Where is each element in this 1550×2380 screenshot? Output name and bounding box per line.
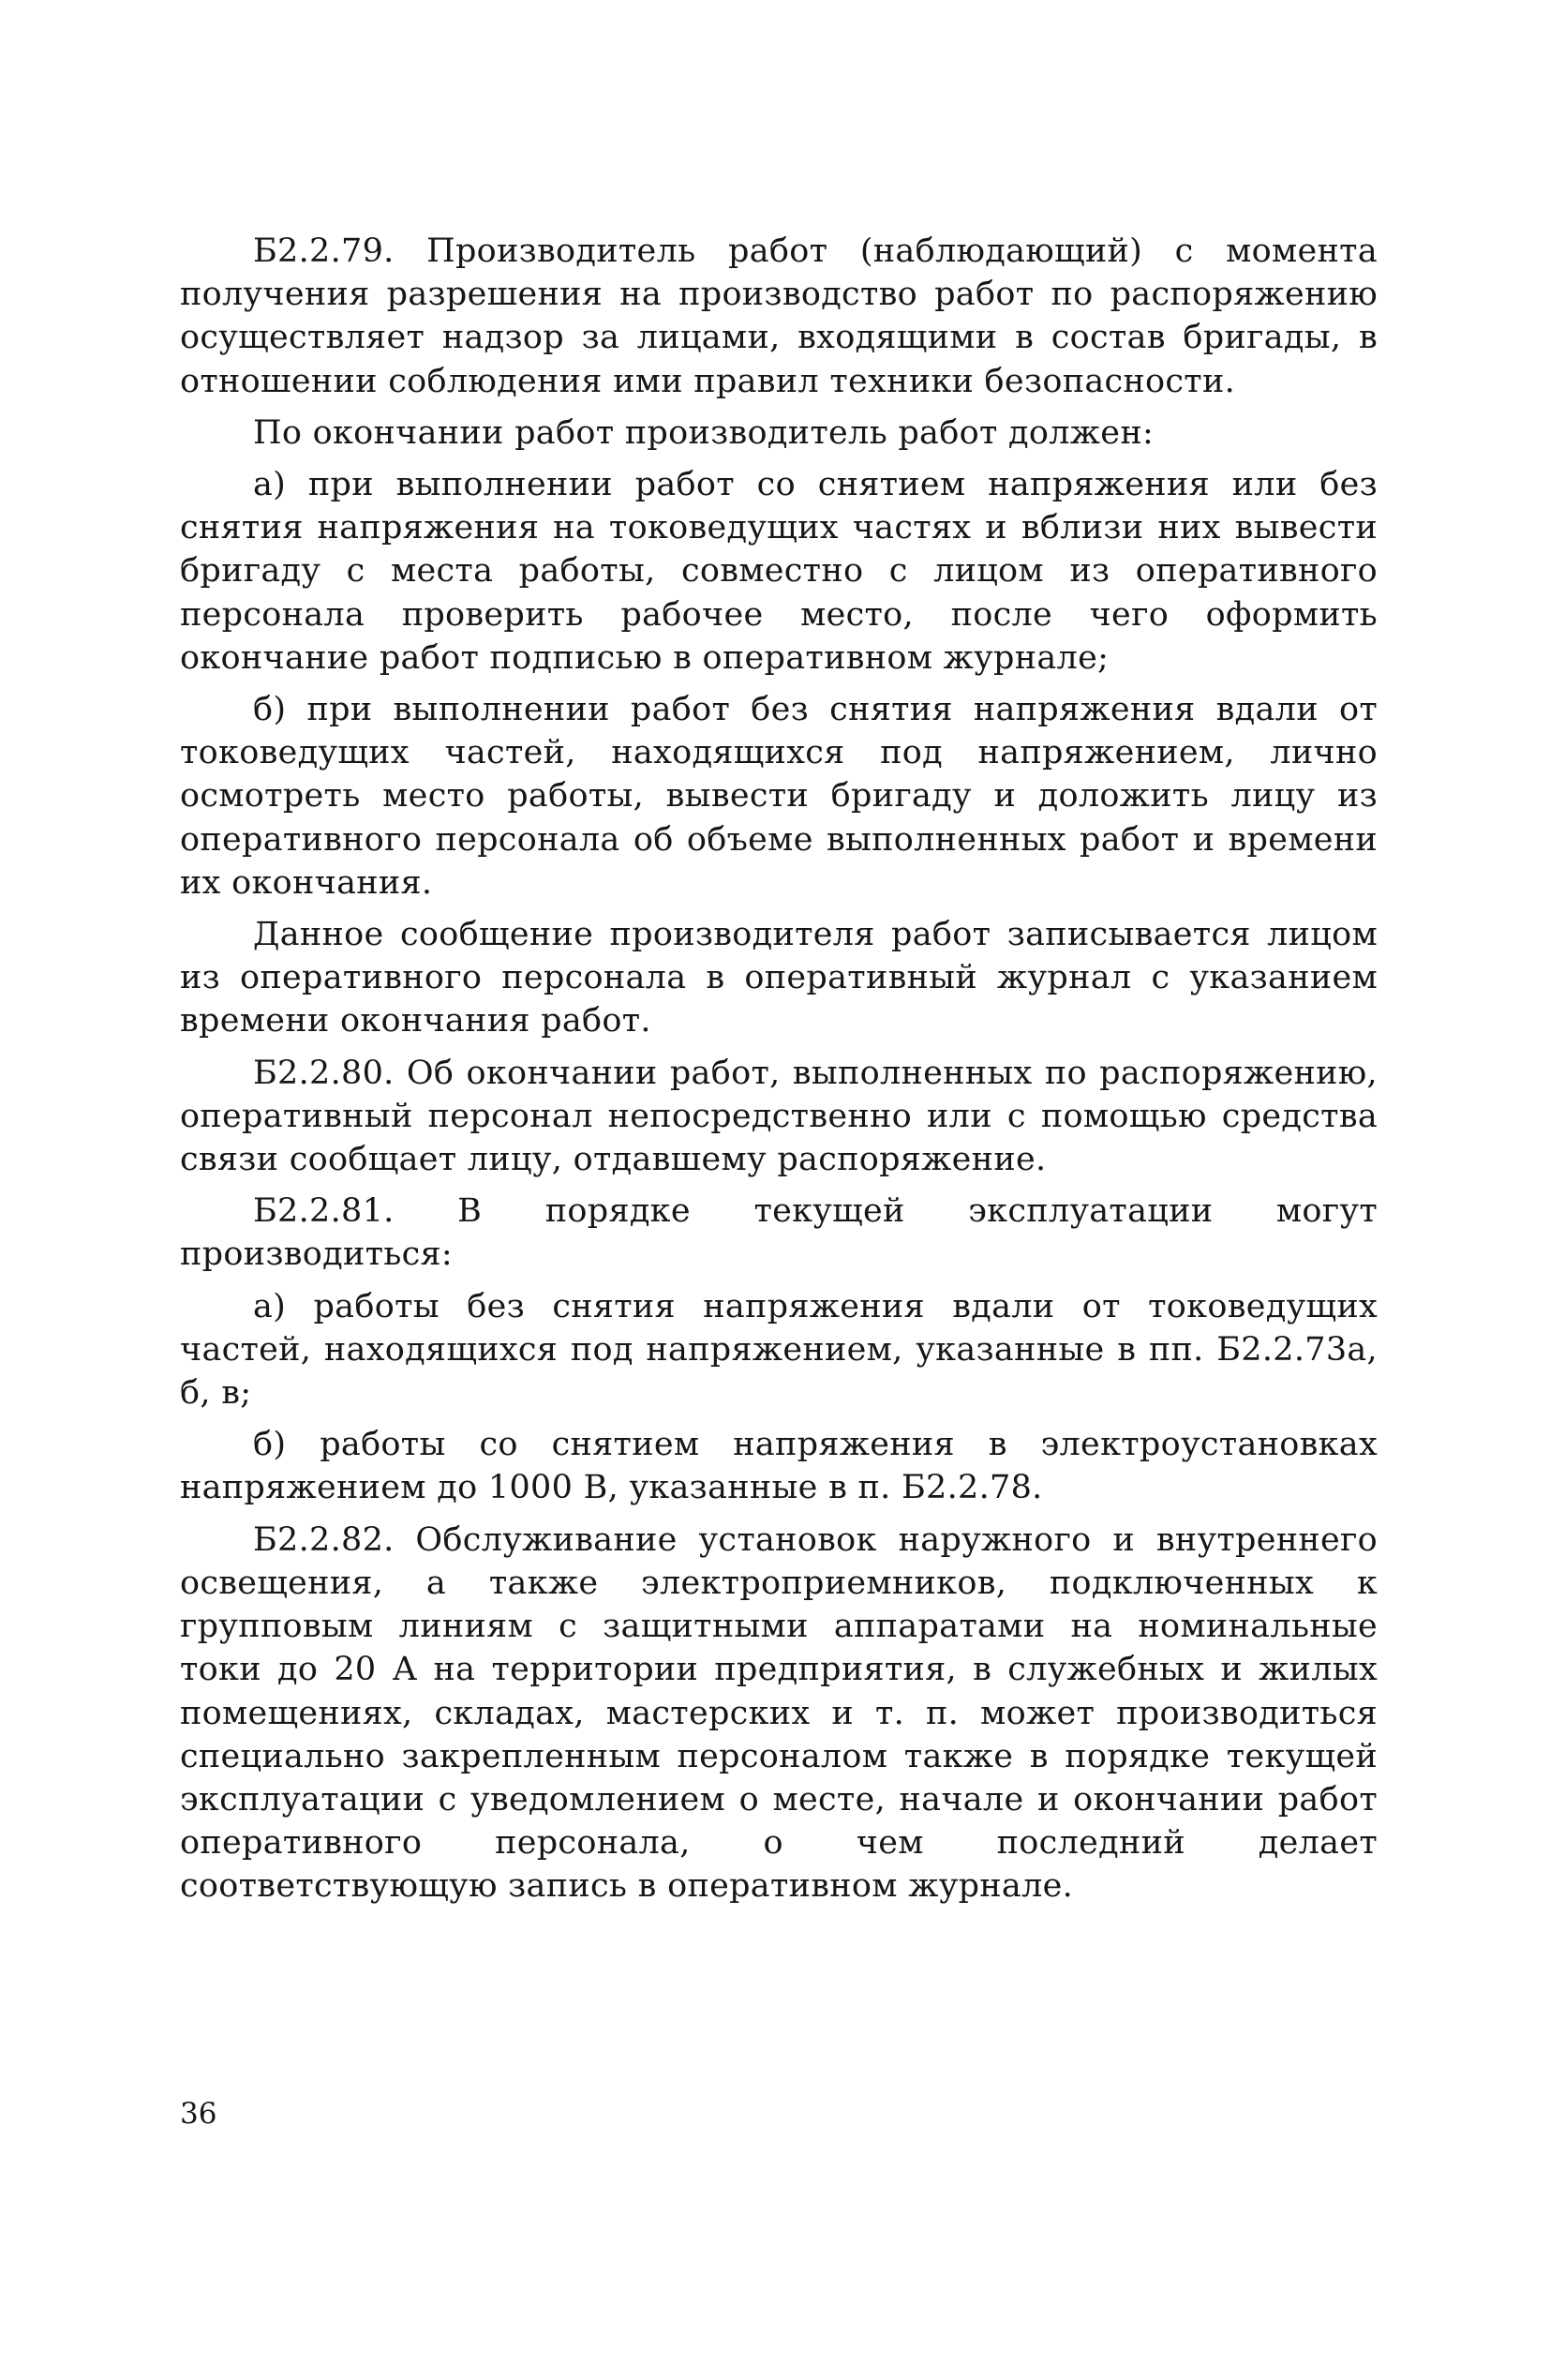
paragraph-b2-2-82: Б2.2.82. Обслуживание установок наружного и внутреннего освещения, а также электроприемников, подключенных к групповым линиям с защитными аппаратами на номинальные токи до 20 А на территории предприятия, в служебных и жилых помещениях, складах, мастерских и т. п. может производиться специально закрепленным персоналом также в порядке текущей эксплуатации с уведомлением о месте, начале и окончании работ оперативного персонала, о чем последний делает соответствующую запись в оперативном журнале. (180, 1520, 1378, 1906)
paragraph-item-a: а) при выполнении работ со снятием напряжения или без снятия напряжения на токоведущих частях и вблизи них вывести бригаду с места работы, совместно с лицом из оперативного персонала проверить рабочее место, после чего оформить окончание работ подписью в оперативном журнале; (180, 466, 1378, 677)
paragraph-message-record: Данное сообщение производителя работ записывается лицом из оперативного персонала в оперативный журнал с указанием времени окончания работ. (180, 916, 1378, 1040)
paragraph-b2-2-81: Б2.2.81. В порядке текущей эксплуатации могут производиться: (180, 1192, 1378, 1274)
document-body (180, 230, 1378, 1917)
paragraph-b2-2-81-b: б) работы со снятием напряжения в электроустановках напряжением до 1000 В, указанные в п. Б2.2.78. (180, 1426, 1378, 1507)
paragraph-item-b: б) при выполнении работ без снятия напряжения вдали от токоведущих частей, находящихся под напряжением, лично осмотреть место работы, вывести бригаду и доложить лицу из оперативного персонала об объеме выполненных работ и времени их окончания. (180, 691, 1378, 902)
paragraph-b2-2-80: Б2.2.80. Об окончании работ, выполненных по распоряжению, оперативный персонал непосредственно или с помощью средства связи сообщает лицу, отдавшему распоряжение. (180, 1054, 1378, 1179)
page-number: 36 (180, 2097, 217, 2131)
paragraph-completion-duties: По окончании работ производитель работ должен: (253, 413, 1155, 452)
paragraph-b2-2-79: Б2.2.79. Производитель работ (наблюдающий) с момента получения разрешения на производство работ по распоряжению осуществляет надзор за лицами, входящими в состав бригады, в отношении соблюдения ими правил техники безопасности. (180, 232, 1378, 400)
paragraph-b2-2-81-a: а) работы без снятия напряжения вдали от токоведущих частей, находящихся под напряжением, указанные в пп. Б2.2.73а, б, в; (180, 1287, 1378, 1413)
